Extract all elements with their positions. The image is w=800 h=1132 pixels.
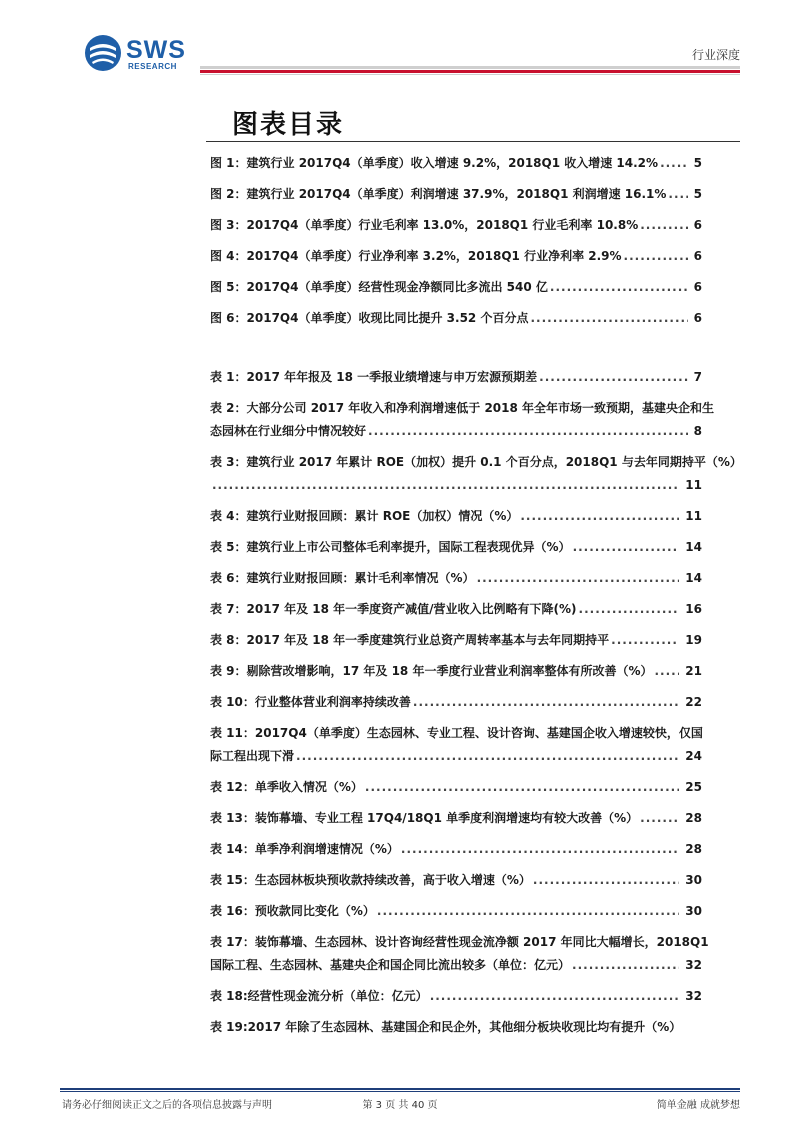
toc-entry-table-18[interactable] xyxy=(210,985,702,1008)
leader-dots xyxy=(477,567,680,590)
toc-entry-table-9[interactable] xyxy=(210,660,702,683)
toc-entry-table-19[interactable] xyxy=(210,1016,702,1039)
entry-label: 表 11：2017Q4（单季度）生态园林、专业工程、设计咨询、基建国企收入增速较快，仅国 xyxy=(210,726,703,740)
entry-label-cont: 态园林在行业细分中情况较好 xyxy=(210,424,367,438)
entry-page: 6 xyxy=(693,218,702,232)
leader-dots xyxy=(401,838,679,861)
entry-label: 表 6：建筑行业财报回顾：累计毛利率情况（%） xyxy=(210,571,475,585)
entry-label: 图 3：2017Q4（单季度）行业毛利率 13.0%，2018Q1 行业毛利率 10.8% xyxy=(210,218,639,232)
toc-entry-figure-1[interactable] xyxy=(210,152,702,175)
leader-dots xyxy=(377,900,679,923)
entry-label: 表 4：建筑行业财报回顾：累计 ROE（加权）情况（%） xyxy=(210,509,519,523)
leader-dots xyxy=(365,776,679,799)
entry-page: 28 xyxy=(685,811,702,825)
leader-dots xyxy=(660,152,688,175)
sws-logo-icon xyxy=(84,34,122,72)
entry-page: 14 xyxy=(685,571,702,585)
entry-label: 表 13：装饰幕墙、专业工程 17Q4/18Q1 单季度利润增速均有较大改善（%） xyxy=(210,811,639,825)
entry-label: 表 7：2017 年及 18 年一季度资产减值/营业收入比例略有下降(%) xyxy=(210,602,577,616)
footer-disclaimer: 请务必仔细阅读正文之后的各项信息披露与声明 xyxy=(62,1100,272,1111)
toc-title: 图表目录 xyxy=(232,110,345,140)
page-header xyxy=(0,0,800,80)
leader-dots xyxy=(624,245,688,268)
section-label: 行业深度 xyxy=(691,48,740,62)
leader-dots xyxy=(430,985,680,1008)
sws-logo xyxy=(84,34,194,72)
toc-entry-table-2[interactable] xyxy=(210,397,715,443)
entry-label: 表 2：大部分公司 2017 年收入和净利润增速低于 2018 年全年市场一致预期，基建央企和生 xyxy=(210,401,715,415)
toc-entry-table-8[interactable] xyxy=(210,629,702,652)
toc-entry-table-11[interactable] xyxy=(210,722,702,768)
entry-page: 6 xyxy=(693,311,702,325)
entry-label-cont: 际工程出现下滑 xyxy=(210,749,295,763)
entry-page: 25 xyxy=(685,780,702,794)
leader-dots xyxy=(296,745,679,768)
entry-label: 表 5：建筑行业上市公司整体毛利率提升，国际工程表现优异（%） xyxy=(210,540,571,554)
entry-page: 28 xyxy=(685,842,702,856)
toc-entry-figure-6[interactable] xyxy=(210,307,702,330)
entry-page: 32 xyxy=(685,989,702,1003)
footer-divider-thin xyxy=(60,1091,740,1092)
entry-page: 8 xyxy=(693,424,702,438)
leader-dots xyxy=(413,691,679,714)
toc-entry-table-3[interactable] xyxy=(210,451,742,497)
toc-entry-figure-3[interactable] xyxy=(210,214,702,237)
entry-label: 表 3：建筑行业 2017 年累计 ROE（加权）提升 0.1 个百分点，2018Q1 与去年同期持平（%） xyxy=(210,455,742,469)
entry-label: 表 12：单季收入情况（%） xyxy=(210,780,363,794)
toc-entry-table-5[interactable] xyxy=(210,536,702,559)
entry-label: 表 17：装饰幕墙、生态园林、设计咨询经营性现金流净额 2017 年同比大幅增长，2018Q1 xyxy=(210,935,709,949)
entry-label: 表 1：2017 年年报及 18 一季报业绩增速与申万宏源预期差 xyxy=(210,370,538,384)
header-divider-red xyxy=(200,70,740,73)
toc-entry-figure-2[interactable] xyxy=(210,183,702,206)
entry-label: 图 1：建筑行业 2017Q4（单季度）收入增速 9.2%，2018Q1 收入增速 14.2% xyxy=(210,156,659,170)
leader-dots xyxy=(533,869,679,892)
logo-subtext: RESEARCH xyxy=(128,62,177,71)
toc-entry-table-4[interactable] xyxy=(210,505,702,528)
leader-dots xyxy=(640,214,687,237)
entry-label: 表 16：预收款同比变化（%） xyxy=(210,904,375,918)
header-divider-thin xyxy=(200,74,740,75)
entry-label: 表 8：2017 年及 18 年一季度建筑行业总资产周转率基本与去年同期持平 xyxy=(210,633,610,647)
toc-entry-table-12[interactable] xyxy=(210,776,702,799)
toc-entry-table-10[interactable] xyxy=(210,691,702,714)
entry-label: 表 10：行业整体营业利润率持续改善 xyxy=(210,695,411,709)
logo-text: SWS xyxy=(126,36,186,64)
entry-page: 5 xyxy=(693,187,702,201)
entry-label: 表 14：单季净利润增速情况（%） xyxy=(210,842,399,856)
leader-dots xyxy=(655,660,680,683)
toc-entries xyxy=(210,152,742,1039)
leader-dots xyxy=(368,420,688,443)
entry-page: 30 xyxy=(685,904,702,918)
leader-dots xyxy=(212,474,679,497)
entry-label: 图 5：2017Q4（单季度）经营性现金净额同比多流出 540 亿 xyxy=(210,280,548,294)
entry-page: 30 xyxy=(685,873,702,887)
toc-entry-table-17[interactable] xyxy=(210,931,709,977)
entry-label: 表 15：生态园林板块预收款持续改善，高于收入增速（%） xyxy=(210,873,531,887)
entry-page: 21 xyxy=(685,664,702,678)
toc-entry-table-16[interactable] xyxy=(210,900,702,923)
leader-dots xyxy=(530,307,687,330)
toc-entry-table-15[interactable] xyxy=(210,869,702,892)
entry-label: 图 2：建筑行业 2017Q4（单季度）利润增速 37.9%，2018Q1 利润增速 16.1% xyxy=(210,187,667,201)
entry-label: 图 4：2017Q4（单季度）行业净利率 3.2%，2018Q1 行业净利率 2.9% xyxy=(210,249,622,263)
entry-label: 表 9：剔除营改增影响，17 年及 18 年一季度行业营业利润率整体有所改善（%） xyxy=(210,664,653,678)
toc-entry-table-1[interactable] xyxy=(210,366,702,389)
entry-page: 6 xyxy=(693,249,702,263)
entry-page: 32 xyxy=(685,958,702,972)
leader-dots xyxy=(539,366,687,389)
leader-dots xyxy=(520,505,679,528)
footer-slogan: 简单金融 成就梦想 xyxy=(656,1100,740,1111)
leader-dots xyxy=(611,629,679,652)
leader-dots xyxy=(640,807,679,830)
leader-dots xyxy=(573,536,680,559)
entry-page: 19 xyxy=(685,633,702,647)
entry-label: 表 18:经营性现金流分析（单位：亿元） xyxy=(210,989,428,1003)
entry-label: 表 19:2017 年除了生态园林、基建国企和民企外，其他细分板块收现比均有提升（%） xyxy=(210,1020,682,1034)
entry-label-cont: 国际工程、生态园林、基建央企和国企同比流出较多（单位：亿元） xyxy=(210,958,571,972)
toc-title-rule xyxy=(206,141,740,142)
entry-label: 图 6：2017Q4（单季度）收现比同比提升 3.52 个百分点 xyxy=(210,311,529,325)
leader-dots xyxy=(668,183,687,206)
toc-entry-figure-5[interactable] xyxy=(210,276,702,299)
leader-dots xyxy=(550,276,688,299)
toc-entry-table-7[interactable] xyxy=(210,598,702,621)
toc-entry-table-14[interactable] xyxy=(210,838,702,861)
entry-page: 22 xyxy=(685,695,702,709)
entry-page: 7 xyxy=(693,370,702,384)
footer-divider xyxy=(60,1088,740,1090)
entry-page: 6 xyxy=(693,280,702,294)
entry-page: 24 xyxy=(685,749,702,763)
entry-page: 5 xyxy=(693,156,702,170)
entry-page: 14 xyxy=(685,540,702,554)
leader-dots xyxy=(572,954,679,977)
toc-entry-table-13[interactable] xyxy=(210,807,702,830)
toc-entry-table-6[interactable] xyxy=(210,567,702,590)
toc-entry-figure-4[interactable] xyxy=(210,245,702,268)
header-divider-gray xyxy=(200,66,740,69)
entry-page: 11 xyxy=(685,509,702,523)
entry-page: 16 xyxy=(685,602,702,616)
footer-page-number: 第 3 页 共 40 页 xyxy=(362,1100,438,1111)
leader-dots xyxy=(579,598,680,621)
entry-page: 11 xyxy=(685,478,702,492)
